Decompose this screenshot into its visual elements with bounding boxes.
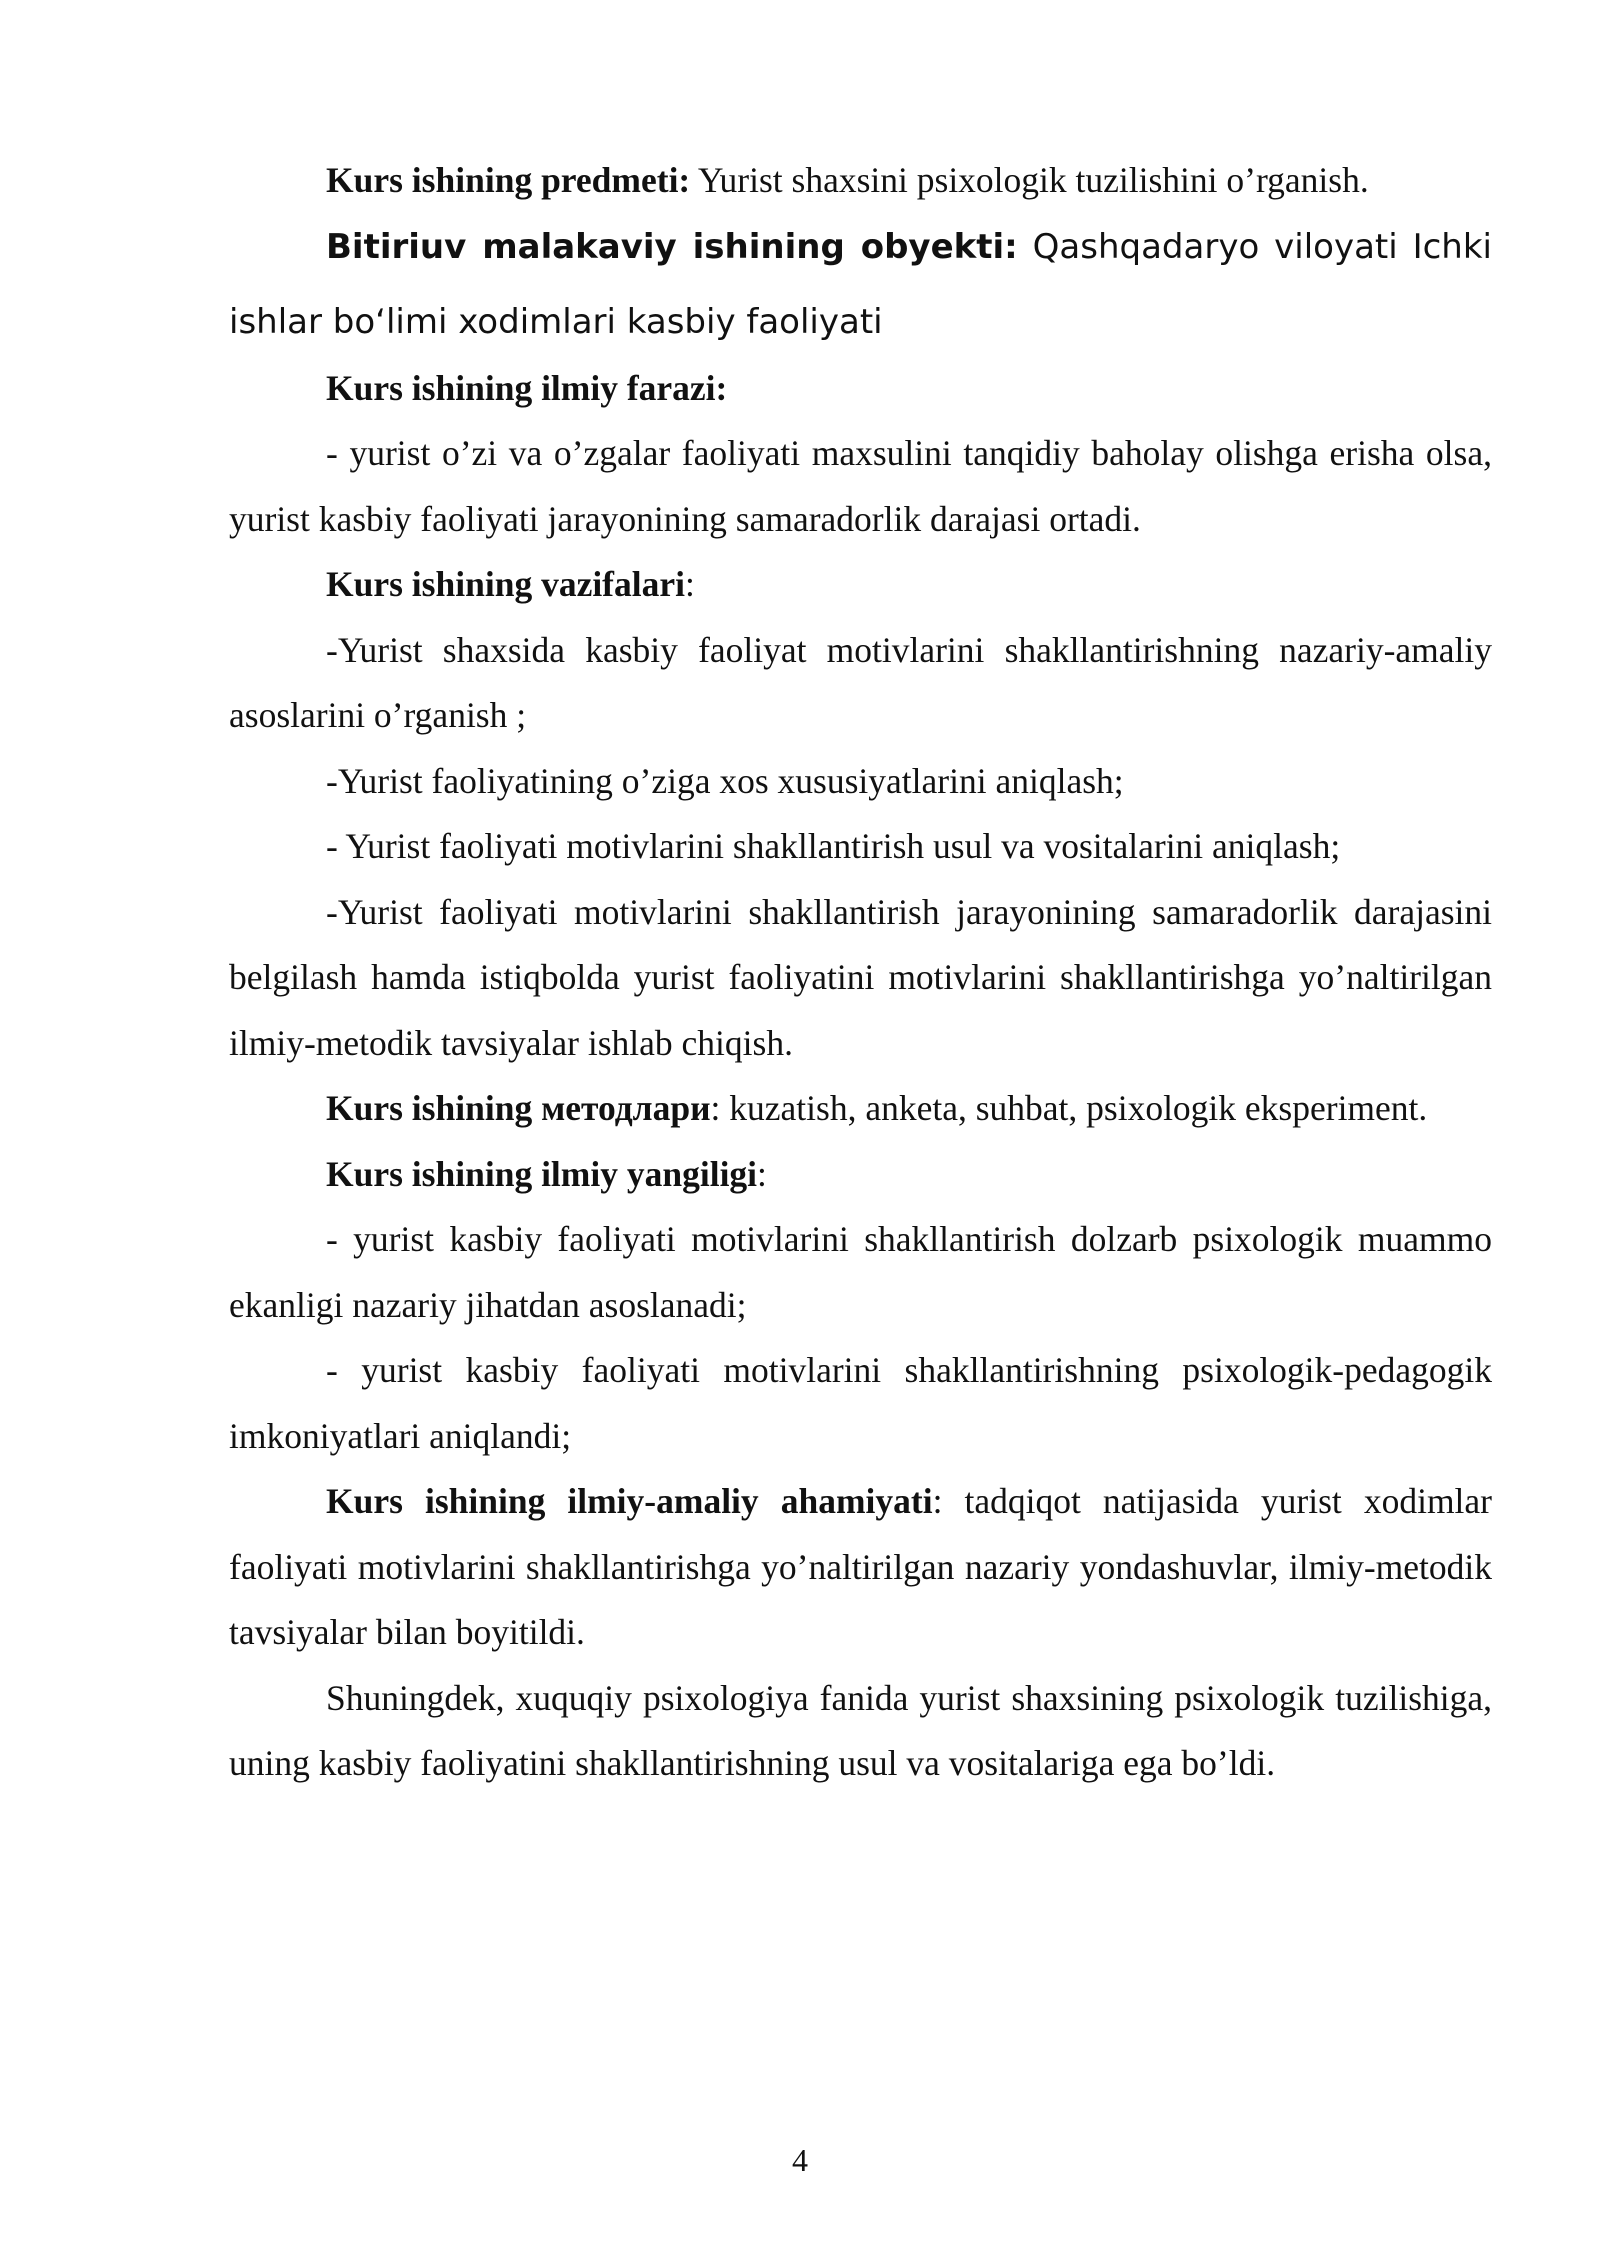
paragraph-significance-text: : tadqiqot natijasida yurist xodimlar faoliyati motivlarini shakllantirishga yo’naltirilgan nazariy yondashuvlar, ilmiy-metodik tavsiyalar bilan boyitildi. xyxy=(229,1481,1492,1652)
paragraph-novelty-2 xyxy=(229,1338,1492,1469)
paragraph-subject xyxy=(229,148,1492,214)
paragraph-subject-label: Kurs ishining predmeti: xyxy=(326,160,691,200)
page-number: 4 xyxy=(792,2142,808,2178)
paragraph-task-1 xyxy=(229,618,1492,749)
task-2-text: -Yurist faoliyatining o’ziga xos xususiyatlarini aniqlash; xyxy=(326,760,1124,801)
novelty-1-text: - yurist kasbiy faoliyati motivlarini shakllantirish dolzarb psixologik muammo ekanligi nazariy jihatdan asoslanadi; xyxy=(229,1219,1492,1325)
paragraph-novelty-heading xyxy=(229,1142,1492,1208)
paragraph-task-2 xyxy=(229,749,1492,815)
paragraph-tasks-label: Kurs ishining vazifalari xyxy=(326,564,685,604)
paragraph-subject-text: Yurist shaxsini psixologik tuzilishini o’rganish. xyxy=(690,160,1369,200)
paragraph-conclusion-text: Shuningdek, xuquqiy psixologiya fanida yurist shaxsining psixologik tuzilishiga, uning kasbiy faoliyatini shakllantirishning usul va vositalariga ega bo’ldi. xyxy=(229,1677,1492,1783)
paragraph-significance-label: Kurs ishining ilmiy-amaliy ahamiyati xyxy=(326,1481,933,1521)
task-3-text: - Yurist faoliyati motivlarini shakllantirish usul va vositalarini aniqlash; xyxy=(326,826,1341,866)
page-body xyxy=(229,148,1492,1797)
paragraph-object xyxy=(229,210,1492,360)
paragraph-hypothesis-heading xyxy=(229,356,1492,422)
paragraph-hypothesis-body: - yurist o’zi va o’zgalar faoliyati maxsulini tanqidiy baholay olishga erisha olsa, yurist kasbiy faoliyati jarayonining samaradorlik darajasi ortadi. xyxy=(229,433,1492,539)
paragraph-hypothesis-label: Kurs ishining ilmiy farazi: xyxy=(326,367,728,408)
paragraph-significance xyxy=(229,1469,1492,1666)
paragraph-task-3 xyxy=(229,814,1492,880)
task-1-text: -Yurist shaxsida kasbiy faoliyat motivlarini shakllantirishning nazariy-amaliy asoslarini o’rganish ; xyxy=(229,629,1492,735)
paragraph-object-label: Bitiriuv malakaviy ishining obyekti: xyxy=(326,226,1018,267)
paragraph-methods-label: Kurs ishining методлари xyxy=(326,1088,711,1128)
paragraph-hypothesis-text xyxy=(229,421,1492,552)
paragraph-object-text: Qashqadaryo viloyati Ichki ishlar bo‘limi xodimlari kasbiy faoliyati xyxy=(229,226,1492,342)
paragraph-tasks-heading xyxy=(229,552,1492,618)
paragraph-novelty-1 xyxy=(229,1207,1492,1338)
paragraph-conclusion xyxy=(229,1666,1492,1797)
paragraph-methods xyxy=(229,1076,1492,1142)
paragraph-methods-text: : kuzatish, anketa, suhbat, psixologik eksperiment. xyxy=(710,1088,1428,1128)
paragraph-tasks-colon: : xyxy=(685,564,695,604)
paragraph-task-4 xyxy=(229,880,1492,1077)
paragraph-novelty-label: Kurs ishining ilmiy yangiligi xyxy=(326,1153,758,1194)
paragraph-novelty-colon: : xyxy=(757,1153,767,1194)
task-4-text: -Yurist faoliyati motivlarini shakllantirish jarayonining samaradorlik darajasini belgilash hamda istiqbolda yurist faoliyatini motivlarini shakllantirishga yo’naltirilgan ilmiy-metodik tavsiyalar ishlab chiqish. xyxy=(229,891,1492,1063)
novelty-2-text: - yurist kasbiy faoliyati motivlarini shakllantirishning psixologik-pedagogik imkoniyatlari aniqlandi; xyxy=(229,1350,1492,1456)
